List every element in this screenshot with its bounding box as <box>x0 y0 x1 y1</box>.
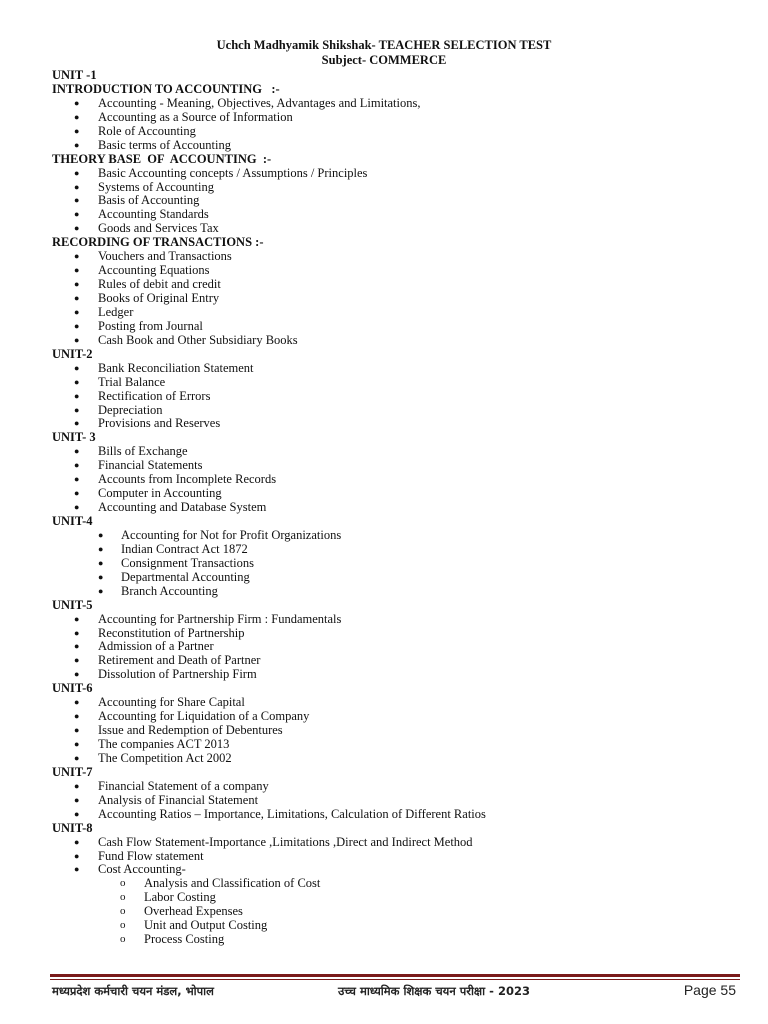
list-item <box>52 543 742 557</box>
bullet-icon: ● <box>74 320 80 331</box>
list-item-text: Process Costing <box>144 932 225 947</box>
list-item <box>52 445 742 459</box>
list-item-text: Depreciation <box>98 402 163 417</box>
list-item <box>52 362 742 376</box>
bullet-icon: ● <box>74 669 80 680</box>
bullet-icon: ● <box>74 474 80 485</box>
bullet-icon: ● <box>74 306 80 317</box>
section-heading: RECORDING OF TRANSACTIONS :- <box>52 235 264 250</box>
list-item-text: Fund Flow statement <box>98 848 204 863</box>
list-item <box>52 933 742 947</box>
bullet-icon: ● <box>74 195 80 206</box>
bullet-icon: ● <box>74 850 80 861</box>
bullet-icon: ● <box>74 251 80 262</box>
list-item-text: Computer in Accounting <box>98 486 222 501</box>
bullet-icon: ● <box>98 543 104 554</box>
list-item-text: Trial Balance <box>98 374 166 389</box>
list-item <box>52 404 742 418</box>
list-item <box>52 390 742 404</box>
list-item-text: The Competition Act 2002 <box>98 750 232 765</box>
list-item-text: Unit and Output Costing <box>144 918 268 933</box>
list-item <box>52 501 742 515</box>
section-heading: UNIT-5 <box>52 597 93 612</box>
list-item <box>52 752 742 766</box>
list-item <box>52 459 742 473</box>
list-item <box>52 613 742 627</box>
list-item-text: Rectification of Errors <box>98 388 211 403</box>
list-item <box>52 417 742 431</box>
list-item <box>52 306 742 320</box>
bullet-icon: ● <box>74 697 80 708</box>
list-item-text: Basic Accounting concepts / Assumptions / Principles <box>98 165 368 180</box>
list-item-text: Vouchers and Transactions <box>98 249 232 264</box>
bullet-icon: ● <box>74 111 80 122</box>
list-item <box>52 125 742 139</box>
list-item <box>52 264 742 278</box>
list-item-text: Retirement and Death of Partner <box>98 653 261 668</box>
list-item-text: Departmental Accounting <box>121 569 250 584</box>
list-item-text: Accounting and Database System <box>98 500 267 515</box>
list-item <box>52 696 742 710</box>
footer-rule <box>50 974 740 977</box>
bullet-icon: ● <box>74 711 80 722</box>
list-item-text: Books of Original Entry <box>98 291 220 305</box>
section-heading: UNIT-6 <box>52 681 93 696</box>
list-item <box>52 738 742 752</box>
list-item <box>52 250 742 264</box>
list-item-text: Branch Accounting <box>121 583 218 598</box>
list-item-text: Posting from Journal <box>98 318 203 333</box>
section-heading: UNIT-7 <box>52 764 93 779</box>
bullet-icon: ● <box>74 376 80 387</box>
bullet-icon: ● <box>74 502 80 513</box>
section-heading: INTRODUCTION TO ACCOUNTING :- <box>52 81 280 96</box>
header-subject: Subject- COMMERCE <box>321 53 447 67</box>
bullet-icon: ● <box>74 362 80 373</box>
header-title: Uchch Madhyamik Shikshak- TEACHER SELECTION TEST <box>216 38 552 52</box>
bullet-icon: ● <box>98 529 104 540</box>
bullet-icon: ● <box>74 655 80 666</box>
list-item-text: Provisions and Reserves <box>98 416 221 431</box>
list-item-text: Cash Flow Statement-Importance ,Limitations ,Direct and Indirect Method <box>98 834 473 849</box>
hollow-bullet-icon: o <box>120 933 126 946</box>
footer-exam-title: उच्च माध्यमिक शिक्षक चयन परीक्षा - 2023 <box>338 984 530 998</box>
list-item-text: Accounting for Share Capital <box>98 695 245 710</box>
bullet-icon: ● <box>98 557 104 568</box>
bullet-icon: ● <box>74 627 80 638</box>
list-item-text: Admission of a Partner <box>98 639 214 654</box>
list-item-text: Accounting for Partnership Firm : Fundamentals <box>98 611 342 626</box>
list-item <box>52 668 742 682</box>
section-heading: UNIT-2 <box>52 346 93 361</box>
list-item <box>52 710 742 724</box>
list-item-text: Accounts from Incomplete Records <box>98 472 277 487</box>
list-item-text: Overhead Expenses <box>144 904 243 919</box>
list-item-text: Basic terms of Accounting <box>98 137 231 152</box>
list-item-text: Accounting Ratios – Importance, Limitations, Calculation of Different Ratios <box>98 806 486 821</box>
bullet-icon: ● <box>74 808 80 819</box>
list-item <box>52 376 742 390</box>
list-item-text: Consignment Transactions <box>121 555 254 570</box>
list-item <box>52 557 742 571</box>
bullet-icon: ● <box>74 209 80 220</box>
bullet-icon: ● <box>74 390 80 401</box>
syllabus-content <box>52 69 742 947</box>
list-item-text: Analysis of Financial Statement <box>98 792 259 807</box>
list-item <box>52 529 742 543</box>
section-heading: UNIT-4 <box>52 514 93 528</box>
section-heading: THEORY BASE OF ACCOUNTING :- <box>52 151 272 166</box>
list-item <box>52 585 742 599</box>
list-item <box>52 278 742 292</box>
list-item-text: Goods and Services Tax <box>98 221 219 236</box>
list-item <box>52 139 742 153</box>
list-item-text: Accounting for Not for Profit Organizations <box>121 527 342 542</box>
list-item <box>52 808 742 822</box>
bullet-icon: ● <box>74 279 80 290</box>
list-item <box>52 654 742 668</box>
page-number: Page 55 <box>683 982 736 998</box>
list-item-text: Rules of debit and credit <box>98 277 221 292</box>
bullet-icon: ● <box>74 739 80 749</box>
bullet-icon: ● <box>74 780 80 791</box>
list-item-text: Role of Accounting <box>98 123 196 138</box>
bullet-icon: ● <box>74 97 80 108</box>
list-item <box>52 627 742 641</box>
bullet-icon: ● <box>74 752 80 763</box>
list-item-text: Bank Reconciliation Statement <box>98 360 254 375</box>
document-header <box>0 38 768 68</box>
bullet-icon: ● <box>74 641 80 652</box>
list-item <box>52 194 742 208</box>
bullet-icon: ● <box>74 613 80 624</box>
hollow-bullet-icon: o <box>120 877 126 890</box>
list-item-text: Accounting as a Source of Information <box>98 109 293 124</box>
list-item-text: Analysis and Classification of Cost <box>144 876 321 891</box>
section-heading: UNIT -1 <box>52 68 97 82</box>
list-item-text: Accounting Equations <box>98 263 210 278</box>
bullet-icon: ● <box>74 404 80 415</box>
bullet-icon: ● <box>74 794 80 805</box>
list-item <box>52 919 742 933</box>
hollow-bullet-icon: o <box>120 919 126 932</box>
hollow-bullet-icon: o <box>120 891 126 904</box>
list-item <box>52 877 742 891</box>
list-item-text: Dissolution of Partnership Firm <box>98 667 257 682</box>
list-item <box>52 891 742 905</box>
list-item-text: Cash Book and Other Subsidiary Books <box>98 332 298 347</box>
list-item <box>52 487 742 501</box>
bullet-icon: ● <box>74 446 80 457</box>
list-item-text: Labor Costing <box>144 890 216 905</box>
list-item-text: Basis of Accounting <box>98 193 200 208</box>
list-item <box>52 111 742 125</box>
list-item-text: Ledger <box>98 304 134 319</box>
list-item <box>52 571 742 585</box>
bullet-icon: ● <box>74 460 80 471</box>
list-item <box>52 794 742 808</box>
list-item-text: The companies ACT 2013 <box>98 737 230 751</box>
footer-organization: मध्यप्रदेश कर्मचारी चयन मंडल, भोपाल <box>52 984 214 998</box>
list-item <box>52 863 742 877</box>
list-item-text: Cost Accounting- <box>98 862 186 877</box>
list-item <box>52 905 742 919</box>
list-item-text: Financial Statement of a company <box>98 778 269 793</box>
list-item-text: Accounting - Meaning, Objectives, Advantages and Limitations, <box>98 95 421 110</box>
bullet-icon: ● <box>74 293 80 303</box>
list-item-text: Accounting Standards <box>98 207 209 222</box>
section-heading: UNIT-8 <box>52 820 93 835</box>
list-item <box>52 97 742 111</box>
list-item-text: Bills of Exchange <box>98 444 188 459</box>
bullet-icon: ● <box>74 181 80 192</box>
list-item <box>52 292 742 306</box>
footer-rule-thin <box>50 979 740 980</box>
bullet-icon: ● <box>98 585 104 596</box>
bullet-icon: ● <box>74 167 80 178</box>
list-item-text: Accounting for Liquidation of a Company <box>98 709 310 724</box>
list-item <box>52 208 742 222</box>
list-item <box>52 836 742 850</box>
bullet-icon: ● <box>74 836 80 847</box>
section-heading: UNIT- 3 <box>52 430 96 445</box>
list-item-text: Systems of Accounting <box>98 179 214 194</box>
list-item <box>52 334 742 348</box>
bullet-icon: ● <box>74 139 80 150</box>
list-item-text: Reconstitution of Partnership <box>98 625 245 640</box>
bullet-icon: ● <box>74 334 80 345</box>
list-item <box>52 640 742 654</box>
bullet-icon: ● <box>74 725 80 736</box>
list-item <box>52 222 742 236</box>
list-item <box>52 320 742 334</box>
hollow-bullet-icon: o <box>120 905 126 918</box>
list-item <box>52 780 742 794</box>
list-item-text: Financial Statements <box>98 458 203 473</box>
bullet-icon: ● <box>74 418 80 429</box>
bullet-icon: ● <box>74 864 80 875</box>
list-item <box>52 473 742 487</box>
list-item-text: Indian Contract Act 1872 <box>121 541 248 556</box>
bullet-icon: ● <box>98 571 104 582</box>
list-item-text: Issue and Redemption of Debentures <box>98 723 283 738</box>
list-item <box>52 724 742 738</box>
bullet-icon: ● <box>74 125 80 136</box>
bullet-icon: ● <box>74 223 80 234</box>
bullet-icon: ● <box>74 488 80 499</box>
list-item <box>52 181 742 195</box>
bullet-icon: ● <box>74 265 80 276</box>
list-item <box>52 850 742 864</box>
list-item <box>52 167 742 181</box>
